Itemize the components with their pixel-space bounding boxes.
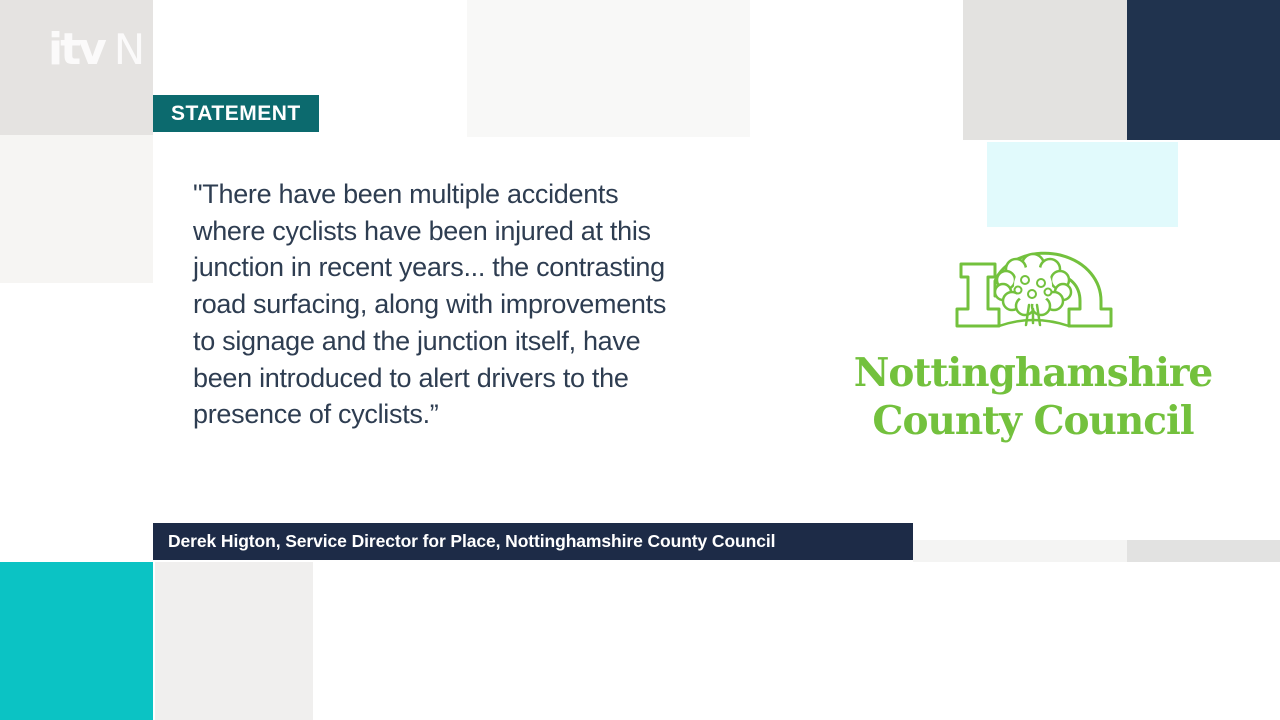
background-block-top-right-gray xyxy=(963,0,1127,140)
background-block-top-center xyxy=(467,0,750,137)
attribution-bar xyxy=(153,523,913,560)
statement-quote xyxy=(193,176,803,433)
background-block-light-cyan xyxy=(987,142,1178,227)
tree-in-letter-n-icon xyxy=(948,243,1118,347)
background-block-bottom-gray xyxy=(155,562,313,720)
quote-line: to signage and the junction itself, have xyxy=(193,325,641,356)
background-block-top-right-navy xyxy=(1127,0,1280,140)
itv-logo-news-letter: N xyxy=(113,25,146,74)
quote-line: junction in recent years... the contrasting xyxy=(193,252,665,283)
quote-line: presence of cyclists.” xyxy=(193,399,439,430)
quote-line: "There have been multiple accidents xyxy=(193,179,619,209)
itv-news-logo xyxy=(48,24,145,75)
statement-badge xyxy=(153,95,319,132)
council-name-line1: Nottinghamshire xyxy=(853,350,1213,396)
background-band-bottom-right-gray xyxy=(1127,540,1280,562)
background-block-left xyxy=(0,135,153,283)
nottinghamshire-county-council-logo xyxy=(848,243,1218,443)
quote-line: where cyclists have been injured at this xyxy=(193,215,651,246)
statement-badge-label: STATEMENT xyxy=(171,101,301,125)
quote-line: road surfacing, along with improvements xyxy=(193,289,667,320)
background-block-bottom-teal xyxy=(0,562,153,720)
attribution-text: Derek Higton, Service Director for Place, Nottinghamshire County Council xyxy=(168,531,776,551)
quote-line: been introduced to alert drivers to the xyxy=(193,362,629,393)
background-block-top-left xyxy=(0,0,153,135)
itv-logo-word: itv xyxy=(48,24,104,75)
background-band-bottom-right-light xyxy=(913,540,1127,562)
council-name-line2: County Council xyxy=(872,398,1194,444)
